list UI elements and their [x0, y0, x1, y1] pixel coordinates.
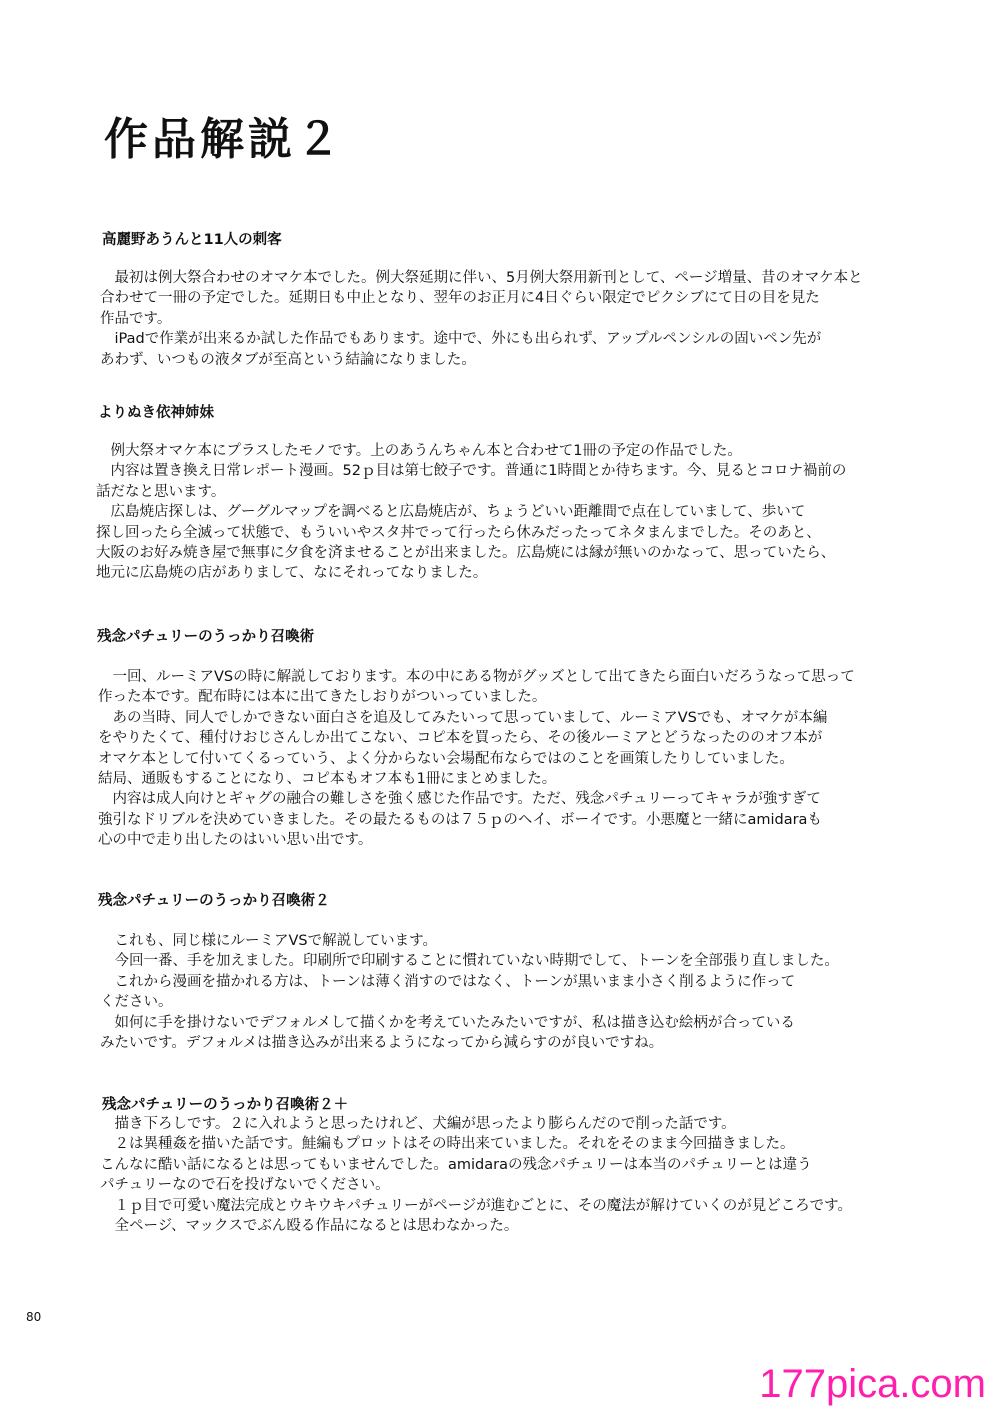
- body-line: 内容は成人向けとギャグの融合の難しさを強く感じた作品です。ただ、残念パチュリーってキャラが強すぎて: [98, 791, 821, 808]
- body-line: 作った本です。配布時には本に出てきたしおりがついっていました。: [98, 689, 547, 706]
- body-line: １ｐ目で可愛い魔法完成とウキウキパチュリーがページが進むごとに、その魔法が解けていくのが見どころです。: [100, 1197, 852, 1214]
- body-line: こんなに酷い話になるとは思ってもいませんでした。amidaraの残念パチュリーは本当のパチュリーとは違う: [100, 1156, 812, 1173]
- body-line: ２は異種姦を描いた話です。鮭編もプロットはその時出来ていました。それをそのまま今回描きました。: [100, 1136, 795, 1153]
- body-line: 大阪のお好み焼き屋で無事に夕食を済ませることが出来ました。広島焼には縁が無いのかなって、思っていたら、: [96, 545, 836, 562]
- section-heading: 残念パチュリーのうっかり召喚術: [97, 629, 315, 645]
- section-body: [100, 268, 863, 370]
- watermark: 177pica.com: [759, 1362, 986, 1406]
- body-line: 最初は例大祭合わせのオマケ本でした。例大祭延期に伴い、5月例大祭用新刊として、ページ増量、昔のオマケ本と: [100, 270, 863, 286]
- section-body: [100, 1114, 852, 1236]
- body-line: 探し回ったら全滅って状態で、もういいやスタ丼でって行ったら休みだったってネタまんまでした。そのあと、: [96, 524, 821, 541]
- body-line: あの当時、同人でしかできない面白さを追及してみたいって思っていまして、ルーミアVSでも、オマケが本編: [98, 709, 828, 726]
- body-line: ください。: [100, 994, 173, 1011]
- body-line: みたいです。デフォルメは描き込みが出来るようになってから減らすのが良いですね。: [100, 1035, 664, 1052]
- page-title: 作品解説２: [104, 114, 344, 165]
- body-line: これも、同じ様にルーミアVSで解説しています。: [100, 933, 437, 949]
- section-body: [98, 667, 855, 851]
- section-body: [100, 931, 839, 1053]
- body-line: オマケ本として付いてくるっていう、よく分からない会場配布ならではのことを画策したりしていました。: [98, 750, 794, 767]
- body-line: 如何に手を掛けないでデフォルメして描くかを考えていたみたいですが、私は描き込む絵柄が合っている: [100, 1014, 795, 1031]
- body-line: パチュリーなので石を投げないでください。: [100, 1177, 390, 1194]
- page-number: 80: [26, 1310, 42, 1324]
- body-line: 話だなと思います。: [96, 483, 226, 500]
- body-line: をやりたくて、種付けおじさんしか出てこない、コピ本を買ったら、その後ルーミアとどうなったののオフ本が: [98, 730, 823, 747]
- body-line: iPadで作業が出来るか試した作品でもあります。途中で、外にも出られず、アップルペンシルの固いペン先が: [100, 331, 822, 348]
- section-heading: よりぬき依神姉妹: [98, 405, 214, 421]
- body-line: 広島焼店探しは、グーグルマップを調べると広島焼店が、ちょうどいい距離間で点在していまして、歩いて: [96, 504, 806, 521]
- body-line: 例大祭オマケ本にプラスしたモノです。上のあうんちゃん本と合わせて1冊の予定の作品でした。: [96, 443, 742, 459]
- body-line: 合わせて一冊の予定でした。延期日も中止となり、翌年のお正月に4日ぐらい限定でピクシブにて日の目を見た: [100, 290, 820, 307]
- body-line: 結局、通販もすることになり、コピ本もオフ本も1冊にまとめました。: [98, 771, 557, 788]
- body-line: 描き下ろしです。２に入れようと思ったけれど、犬編が思ったより膨らんだので削った話です。: [100, 1116, 736, 1132]
- body-line: 全ページ、マックスでぶん殴る作品になるとは思わなかった。: [100, 1218, 519, 1235]
- body-line: あわず、いつもの液タブが至高という結論になりました。: [100, 351, 476, 368]
- body-line: 強引なドリブルを決めていきました。その最たるものは７５ｐのヘイ、ボーイです。小悪魔と一緒にamidaraも: [98, 811, 822, 828]
- body-line: 作品です。: [100, 310, 172, 327]
- body-line: 地元に広島焼の店がありまして、なにそれってなりました。: [96, 565, 488, 582]
- section-heading: 残念パチュリーのうっかり召喚術２＋: [102, 1097, 349, 1113]
- section-heading: 残念パチュリーのうっかり召喚術２: [98, 893, 330, 909]
- section-heading: 高麗野あうんと11人の刺客: [102, 232, 282, 248]
- body-line: 内容は置き換え日常レポート漫画。52ｐ目は第七餃子です。普通に1時間とか待ちます。今、見るとコロナ禍前の: [96, 463, 847, 480]
- body-line: 一回、ルーミアVSの時に解説しております。本の中にある物がグッズとして出てきたら面白いだろうなって思って: [98, 669, 855, 685]
- section-body: [96, 441, 846, 584]
- body-line: 心の中で走り出したのはいい思い出です。: [98, 832, 373, 849]
- body-line: これから漫画を描かれる方は、トーンは薄く消すのではなく、トーンが黒いまま小さく削るように作って: [100, 973, 796, 990]
- body-line: 今回一番、手を加えました。印刷所で印刷することに慣れていない時期でして、トーンを全部張り直しました。: [100, 953, 839, 970]
